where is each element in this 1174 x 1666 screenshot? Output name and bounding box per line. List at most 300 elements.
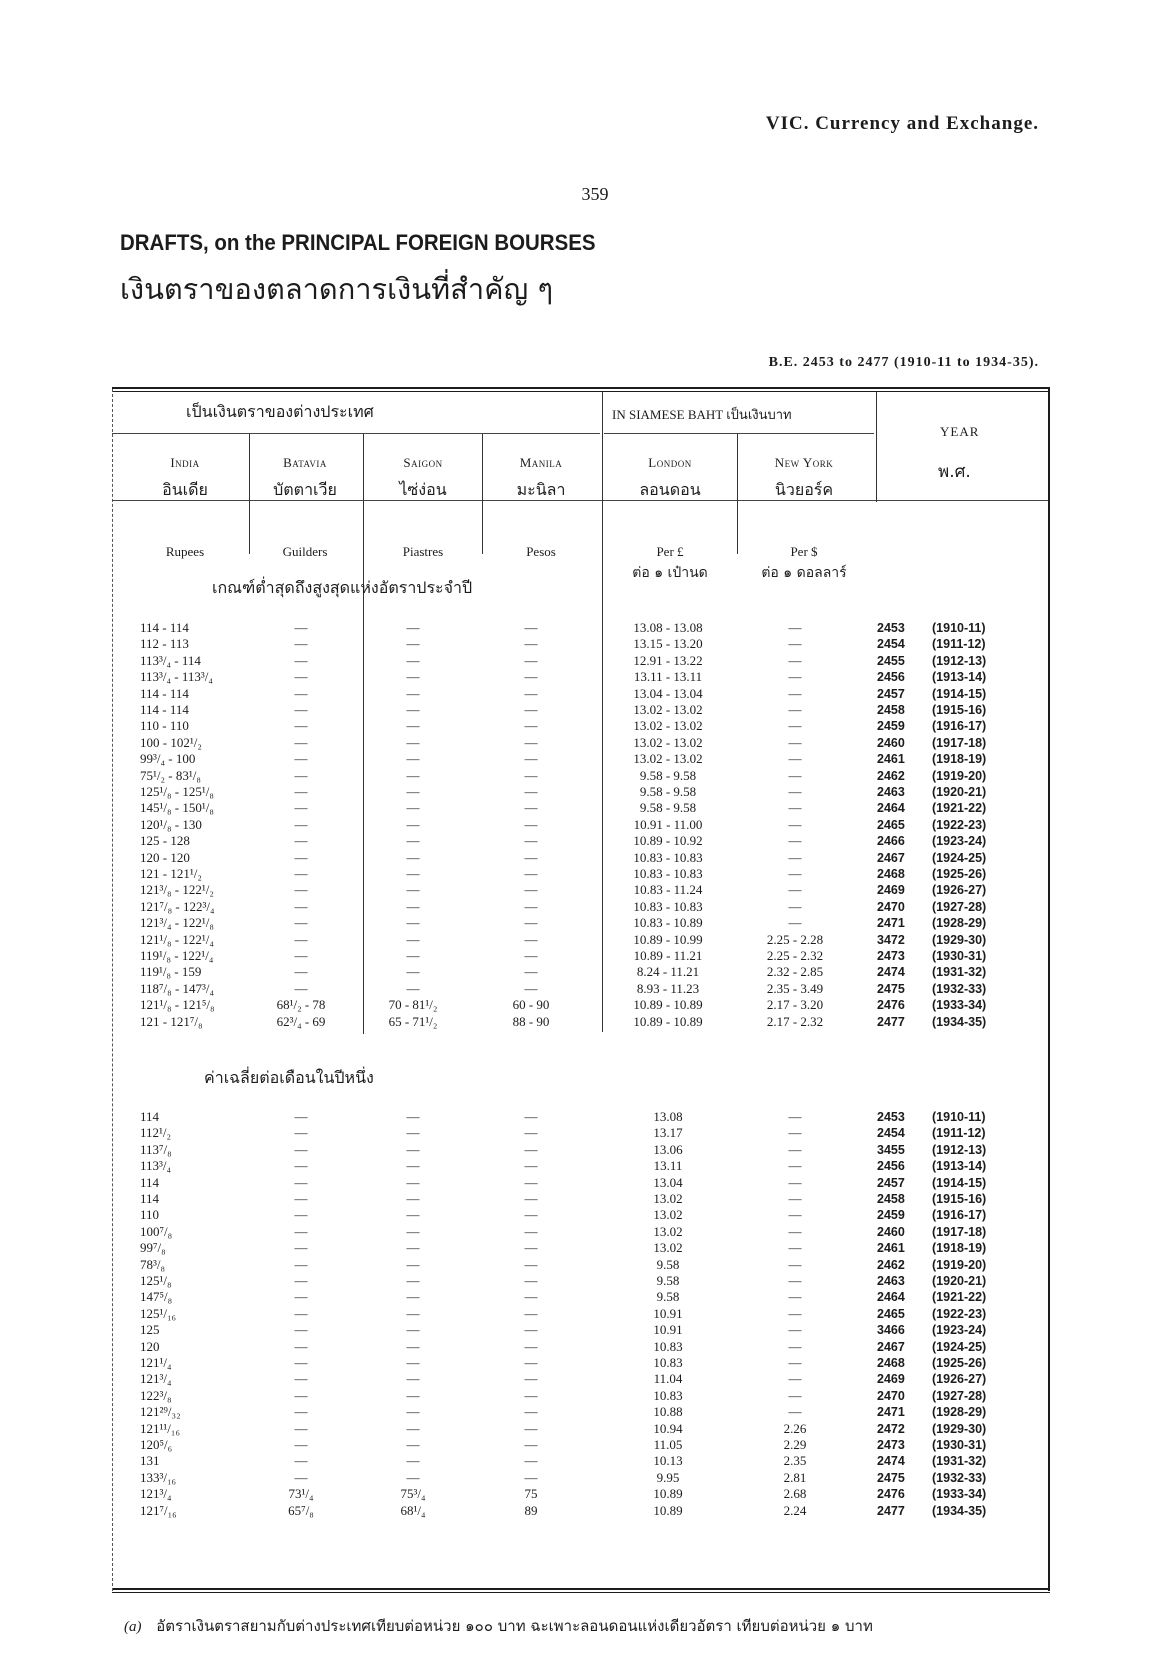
cell-manila: —	[524, 931, 538, 947]
cell-be: 2472	[877, 1421, 905, 1436]
cell-saigon: —	[406, 1273, 420, 1288]
cell-batavia: —	[294, 685, 308, 701]
cell-batavia: —	[294, 816, 308, 832]
cell-batavia: —	[294, 1453, 308, 1469]
cell-london: 10.89 - 11.21	[633, 948, 703, 963]
cell-newyork: —	[788, 1289, 802, 1305]
cell-saigon: 75³/₄	[400, 1486, 426, 1502]
cell-newyork: 2.17 - 2.32	[766, 1013, 824, 1029]
cell-saigon: 68¹/₄	[400, 1502, 426, 1518]
cell-london: 10.91	[653, 1305, 683, 1321]
cell-newyork: —	[788, 1273, 802, 1288]
cell-london: 10.13	[653, 1453, 683, 1469]
cell-ce: (1919-20)	[932, 1257, 987, 1272]
table-row	[0, 1289, 1174, 1305]
cell-london: 10.89 - 10.99	[633, 931, 703, 947]
table-row	[0, 1306, 1174, 1322]
cell-india: 112 - 113	[140, 636, 189, 652]
cell-ce: (1910-11)	[932, 621, 986, 635]
cell-india: 110 - 110	[140, 718, 189, 734]
cell-manila: —	[524, 1207, 538, 1223]
cell-newyork: 2.26	[783, 1420, 807, 1436]
cell-ce: (1934-35)	[932, 1503, 987, 1518]
cell-batavia: 68¹/₂ - 78	[276, 997, 326, 1013]
cell-newyork: —	[788, 833, 802, 849]
cell-london: 10.83 - 11.24	[633, 882, 703, 898]
cell-be: 2465	[877, 1306, 905, 1321]
cell-london: 13.04	[653, 1174, 683, 1190]
cell-batavia: —	[294, 866, 308, 881]
column-heading-manila-thai: มะนิลา	[516, 480, 566, 499]
section-title-average: ค่าเฉลี่ยต่อเดือนในปีหนึ่ง	[204, 1068, 374, 1087]
cell-ce: (1923-24)	[932, 834, 987, 849]
cell-ce: (1918-19)	[932, 1241, 987, 1256]
cell-batavia: —	[294, 1223, 308, 1239]
cell-newyork: —	[788, 1355, 802, 1370]
cell-london: 13.17	[653, 1125, 683, 1141]
table-row	[0, 702, 1174, 718]
cell-london: 11.05	[653, 1437, 683, 1452]
table-row	[0, 1207, 1174, 1223]
cell-india: 113⁷/₈	[140, 1141, 172, 1157]
section-title-range: เกณฑ์ต่ำสุดถึงสูงสุดแห่งอัตราประจำปี	[212, 578, 473, 597]
cell-batavia: —	[294, 702, 308, 717]
cell-batavia: —	[294, 1191, 308, 1206]
column-heading-saigon-thai: ไซ่ง่อน	[399, 480, 447, 499]
cell-india: 121¹/₈ - 122¹/₄	[140, 931, 214, 947]
footnote	[124, 1614, 873, 1638]
table-row	[0, 899, 1174, 915]
cell-london: 9.58 - 9.58	[639, 767, 697, 783]
cell-london: 10.89 - 10.89	[633, 997, 703, 1013]
cell-london: 11.04	[653, 1371, 683, 1387]
cell-batavia: —	[294, 1420, 308, 1436]
cell-saigon: —	[406, 1158, 420, 1174]
cell-manila: —	[524, 898, 538, 914]
cell-be: 2464	[877, 1290, 905, 1305]
cell-ce: (1923-24)	[932, 1323, 987, 1338]
cell-be: 2471	[877, 1405, 905, 1420]
cell-batavia: —	[294, 915, 308, 931]
column-heading-saigon: Saigon	[403, 455, 443, 470]
cell-be: 3455	[877, 1142, 905, 1157]
table-row	[0, 1158, 1174, 1174]
cell-be: 3466	[877, 1323, 905, 1338]
cell-be: 2476	[877, 998, 905, 1013]
cell-india: 125¹/₈ - 125¹/₈	[140, 784, 214, 799]
cell-manila: —	[524, 866, 538, 881]
cell-india: 114 - 114	[140, 702, 189, 717]
cell-india: 121⁷/₈ - 122³/₄	[140, 898, 215, 914]
cell-ce: (1911-12)	[932, 1126, 986, 1141]
cell-ce: (1929-30)	[932, 932, 987, 947]
cell-newyork: —	[788, 1191, 802, 1206]
page-title-english: DRAFTS, on the PRINCIPAL FOREIGN BOURSES	[120, 230, 596, 255]
cell-india: 113³/₄	[140, 1158, 172, 1174]
cell-newyork: 2.17 - 3.20	[766, 997, 824, 1013]
cell-manila: —	[524, 1322, 538, 1338]
cell-ce: (1924-25)	[932, 850, 987, 865]
cell-batavia: —	[294, 1469, 308, 1485]
cell-manila: —	[524, 1404, 538, 1420]
cell-saigon: —	[406, 1387, 420, 1403]
cell-newyork: —	[788, 1125, 802, 1141]
cell-london: 10.94	[653, 1420, 683, 1436]
column-heading-newyork: New York	[774, 455, 834, 470]
table-row	[0, 1191, 1174, 1207]
cell-india: 114	[140, 1191, 160, 1206]
cell-india: 121³/₈ - 122¹/₂	[140, 882, 214, 898]
cell-batavia: —	[294, 1289, 308, 1305]
cell-batavia: —	[294, 800, 308, 816]
cell-be: 2459	[877, 719, 905, 734]
cell-india: 125	[140, 1322, 160, 1338]
cell-newyork: —	[788, 1240, 802, 1256]
cell-saigon: —	[406, 833, 420, 849]
table-row	[0, 1109, 1174, 1125]
table-row	[0, 620, 1174, 636]
cell-ce: (1932-33)	[932, 1470, 987, 1485]
cell-ce: (1928-29)	[932, 1405, 987, 1420]
cell-newyork: —	[788, 1174, 802, 1190]
table-row	[0, 718, 1174, 734]
cell-newyork: 2.35	[783, 1453, 807, 1469]
cell-india: 125 - 128	[140, 833, 190, 849]
table-row	[0, 1339, 1174, 1355]
cell-batavia: —	[294, 718, 308, 734]
cell-be: 3472	[877, 932, 905, 947]
column-heading-batavia-thai: บัตตาเวีย	[273, 480, 337, 499]
table-row	[0, 751, 1174, 767]
cell-saigon: —	[406, 1240, 420, 1256]
cell-newyork: —	[788, 767, 802, 783]
cell-india: 120⁵/₆	[140, 1437, 173, 1452]
table-row	[0, 1437, 1174, 1453]
cell-manila: —	[524, 1158, 538, 1174]
cell-batavia: —	[294, 1305, 308, 1321]
cell-london: 13.06	[653, 1141, 683, 1157]
cell-india: 119¹/₈ - 122¹/₄	[140, 948, 214, 963]
cell-london: 10.83 - 10.83	[633, 849, 703, 865]
cell-batavia: —	[294, 1141, 308, 1157]
cell-ce: (1919-20)	[932, 768, 987, 783]
cell-saigon: —	[406, 915, 420, 931]
cell-batavia: —	[294, 1109, 308, 1124]
cell-london: 10.83	[653, 1338, 683, 1354]
cell-manila: —	[524, 767, 538, 783]
cell-be: 2473	[877, 949, 905, 963]
cell-newyork: —	[788, 702, 802, 717]
unit-batavia: Guilders	[282, 544, 328, 559]
year-heading-thai: พ.ศ.	[938, 462, 971, 482]
page-title-thai: เงินตราของตลาดการเงินที่สำคัญ ๆ	[120, 272, 554, 306]
unit-india: Rupees	[165, 544, 205, 559]
cell-india: 121²⁹/₃₂	[140, 1404, 181, 1420]
cell-ce: (1933-34)	[932, 1487, 987, 1502]
cell-india: 122³/₈	[140, 1387, 172, 1403]
cell-be: 2470	[877, 899, 905, 914]
cell-newyork: —	[788, 751, 802, 767]
cell-saigon: —	[406, 1420, 420, 1436]
cell-ce: (1916-17)	[932, 1208, 987, 1223]
cell-batavia: —	[294, 1240, 308, 1256]
cell-ce: (1910-11)	[932, 1110, 986, 1124]
cell-ce: (1934-35)	[932, 1014, 987, 1029]
cell-newyork: —	[788, 718, 802, 734]
cell-london: 10.91 - 11.00	[633, 816, 703, 832]
divider-saigon-manila	[482, 434, 483, 554]
cell-ce: (1912-13)	[932, 1142, 987, 1157]
table-bottom-rule-thin	[112, 1592, 1050, 1593]
cell-batavia: —	[294, 948, 308, 963]
cell-newyork: —	[788, 849, 802, 865]
cell-london: 13.02	[653, 1223, 683, 1239]
cell-newyork: —	[788, 816, 802, 832]
cell-batavia: —	[294, 652, 308, 668]
table-row	[0, 768, 1174, 784]
cell-batavia: —	[294, 620, 308, 635]
cell-india: 114	[140, 1109, 160, 1124]
cell-london: 10.83 - 10.83	[633, 898, 703, 914]
cell-india: 121 - 121⁷/₈	[140, 1013, 203, 1029]
cell-be: 2457	[877, 1175, 905, 1190]
cell-ce: (1922-23)	[932, 1306, 987, 1321]
cell-manila: —	[524, 1371, 538, 1387]
cell-manila: —	[524, 1420, 538, 1436]
cell-london: 13.02 - 13.02	[633, 734, 703, 750]
table-row	[0, 686, 1174, 702]
cell-be: 2458	[877, 703, 905, 717]
cell-be: 2456	[877, 1159, 905, 1174]
cell-be: 2474	[877, 1454, 905, 1469]
cell-be: 2454	[877, 637, 905, 652]
cell-manila: —	[524, 964, 538, 980]
cell-be: 2457	[877, 686, 905, 701]
table-row	[0, 1322, 1174, 1338]
cell-be: 2470	[877, 1388, 905, 1403]
cell-manila: —	[524, 702, 538, 717]
cell-manila: —	[524, 652, 538, 668]
cell-be: 2461	[877, 1241, 905, 1256]
cell-ce: (1932-33)	[932, 981, 987, 996]
cell-london: 10.89 - 10.89	[633, 1013, 703, 1029]
cell-ce: (1924-25)	[932, 1339, 987, 1354]
cell-be: 2456	[877, 670, 905, 685]
cell-ce: (1926-27)	[932, 883, 987, 898]
table-row	[0, 850, 1174, 866]
column-heading-london: London	[648, 455, 692, 470]
cell-manila: —	[524, 669, 538, 685]
cell-manila: 60 - 90	[512, 997, 550, 1013]
table-row	[0, 653, 1174, 669]
cell-ce: (1911-12)	[932, 637, 986, 652]
cell-london: 10.89	[653, 1486, 683, 1502]
table-row	[0, 866, 1174, 882]
cell-manila: —	[524, 849, 538, 865]
table-row	[0, 636, 1174, 652]
cell-saigon: —	[406, 1338, 420, 1354]
cell-saigon: —	[406, 1322, 420, 1338]
cell-saigon: —	[406, 849, 420, 865]
cell-batavia: —	[294, 767, 308, 783]
cell-london: 9.58	[656, 1256, 680, 1272]
cell-manila: —	[524, 816, 538, 832]
cell-newyork: —	[788, 898, 802, 914]
cell-ce: (1918-19)	[932, 752, 987, 767]
cell-batavia: —	[294, 1355, 308, 1370]
cell-ce: (1920-21)	[932, 1274, 987, 1288]
cell-india: 147⁵/₈	[140, 1289, 173, 1305]
cell-manila: —	[524, 1273, 538, 1288]
cell-saigon: —	[406, 1191, 420, 1206]
cell-batavia: —	[294, 898, 308, 914]
cell-india: 121¹/₄	[140, 1355, 172, 1370]
cell-india: 114 - 114	[140, 620, 189, 635]
unit-london-thai: ต่อ ๑ เป๋านด	[632, 565, 708, 581]
column-heading-newyork-thai: นิวยอร์ค	[774, 480, 834, 499]
cell-india: 131	[140, 1453, 160, 1469]
table-row	[0, 1421, 1174, 1437]
cell-ce: (1914-15)	[932, 1175, 987, 1190]
cell-ce: (1913-14)	[932, 670, 987, 685]
cell-saigon: —	[406, 784, 420, 799]
cell-saigon: —	[406, 882, 420, 898]
cell-ce: (1920-21)	[932, 785, 987, 799]
cell-be: 2469	[877, 883, 905, 898]
cell-be: 2455	[877, 653, 905, 668]
cell-saigon: —	[406, 980, 420, 996]
unit-manila: Pesos	[526, 544, 556, 559]
cell-manila: —	[524, 882, 538, 898]
cell-newyork: —	[788, 734, 802, 750]
cell-be: 2453	[877, 1110, 905, 1124]
cell-london: 10.89 - 10.92	[633, 833, 703, 849]
table-row	[0, 1470, 1174, 1486]
cell-newyork: —	[788, 1109, 802, 1124]
cell-be: 2467	[877, 1339, 905, 1354]
cell-saigon: —	[406, 767, 420, 783]
cell-saigon: —	[406, 1453, 420, 1469]
cell-manila: —	[524, 1240, 538, 1256]
cell-ce: (1927-28)	[932, 1388, 987, 1403]
cell-batavia: —	[294, 1387, 308, 1403]
cell-india: 121³/₄	[140, 1371, 172, 1387]
table-row	[0, 1240, 1174, 1256]
cell-india: 121⁷/₁₆	[140, 1502, 177, 1518]
cell-be: 2468	[877, 867, 905, 881]
cell-ce: (1925-26)	[932, 1356, 987, 1370]
cell-manila: —	[524, 1125, 538, 1141]
table-row	[0, 784, 1174, 800]
cell-manila: —	[524, 1141, 538, 1157]
cell-newyork: —	[788, 636, 802, 652]
cell-newyork: 2.35 - 3.49	[766, 980, 824, 996]
column-heading-india: India	[170, 455, 200, 470]
cell-india: 99⁷/₈	[140, 1240, 166, 1256]
cell-be: 2471	[877, 916, 905, 931]
cell-batavia: —	[294, 751, 308, 767]
cell-london: 9.58 - 9.58	[639, 784, 697, 799]
cell-batavia: —	[294, 849, 308, 865]
year-heading: YEAR	[940, 424, 980, 439]
cell-ce: (1929-30)	[932, 1421, 987, 1436]
cell-saigon: —	[406, 1437, 420, 1452]
cell-manila: 75	[524, 1486, 538, 1502]
cell-ce: (1931-32)	[932, 1454, 987, 1469]
cell-newyork: —	[788, 1207, 802, 1223]
cell-newyork: —	[788, 1158, 802, 1174]
cell-india: 75¹/₂ - 83¹/₈	[140, 767, 201, 783]
cell-india: 114	[140, 1174, 160, 1190]
cell-manila: —	[524, 1437, 538, 1452]
cell-be: 2463	[877, 785, 905, 799]
cell-batavia: —	[294, 1256, 308, 1272]
cell-india: 121³/₄	[140, 1486, 172, 1502]
cell-london: 13.11	[653, 1158, 683, 1174]
page-number: 359	[581, 184, 609, 204]
cell-india: 99³/₄ - 100	[140, 751, 196, 767]
cell-manila: —	[524, 620, 538, 635]
cell-india: 120¹/₈ - 130	[140, 816, 202, 832]
footnote-mark: (a)	[124, 1619, 142, 1635]
cell-india: 114 - 114	[140, 685, 189, 701]
cell-ce: (1915-16)	[932, 1192, 987, 1206]
period-label: B.E. 2453 to 2477 (1910-11 to 1934-35).	[768, 355, 1039, 370]
cell-india: 120 - 120	[140, 849, 190, 865]
table-row	[0, 932, 1174, 948]
table-row	[0, 948, 1174, 964]
table-row	[0, 1371, 1174, 1387]
cell-be: 2462	[877, 1257, 905, 1272]
table-row	[0, 1355, 1174, 1371]
cell-london: 13.02	[653, 1207, 683, 1223]
cell-london: 13.08	[653, 1109, 683, 1124]
cell-newyork: 2.32 - 2.85	[766, 964, 824, 980]
cell-be: 2453	[877, 621, 905, 635]
table-row	[0, 981, 1174, 997]
cell-ce: (1928-29)	[932, 916, 987, 931]
cell-ce: (1915-16)	[932, 703, 987, 717]
cell-saigon: —	[406, 1469, 420, 1485]
group-heading-siamese-baht: IN SIAMESE BAHT เป็นเงินบาท	[612, 407, 792, 422]
cell-be: 2461	[877, 752, 905, 767]
divider-london-newyork	[737, 434, 738, 554]
cell-india: 125¹/₈	[140, 1273, 172, 1288]
cell-newyork: —	[788, 1223, 802, 1239]
cell-batavia: 65⁷/₈	[288, 1502, 314, 1518]
table-row	[0, 997, 1174, 1013]
cell-london: 8.24 - 11.21	[636, 964, 700, 980]
cell-ce: (1917-18)	[932, 735, 987, 750]
cell-india: 121³/₄ - 122¹/₈	[140, 915, 214, 931]
cell-london: 13.02 - 13.02	[633, 751, 703, 767]
table-row	[0, 817, 1174, 833]
table-row	[0, 1388, 1174, 1404]
cell-batavia: —	[294, 1273, 308, 1288]
table-row	[0, 1503, 1174, 1519]
table-row	[0, 882, 1174, 898]
cell-be: 2474	[877, 965, 905, 980]
table-row	[0, 833, 1174, 849]
table-row	[0, 1175, 1174, 1191]
unit-newyork-thai: ต่อ ๑ ดอลลาร์	[761, 565, 847, 581]
cell-be: 2473	[877, 1438, 905, 1452]
cell-ce: (1912-13)	[932, 653, 987, 668]
unit-newyork: Per $	[790, 544, 818, 559]
cell-newyork: —	[788, 882, 802, 898]
cell-london: 13.02 - 13.02	[633, 718, 703, 734]
cell-manila: —	[524, 734, 538, 750]
